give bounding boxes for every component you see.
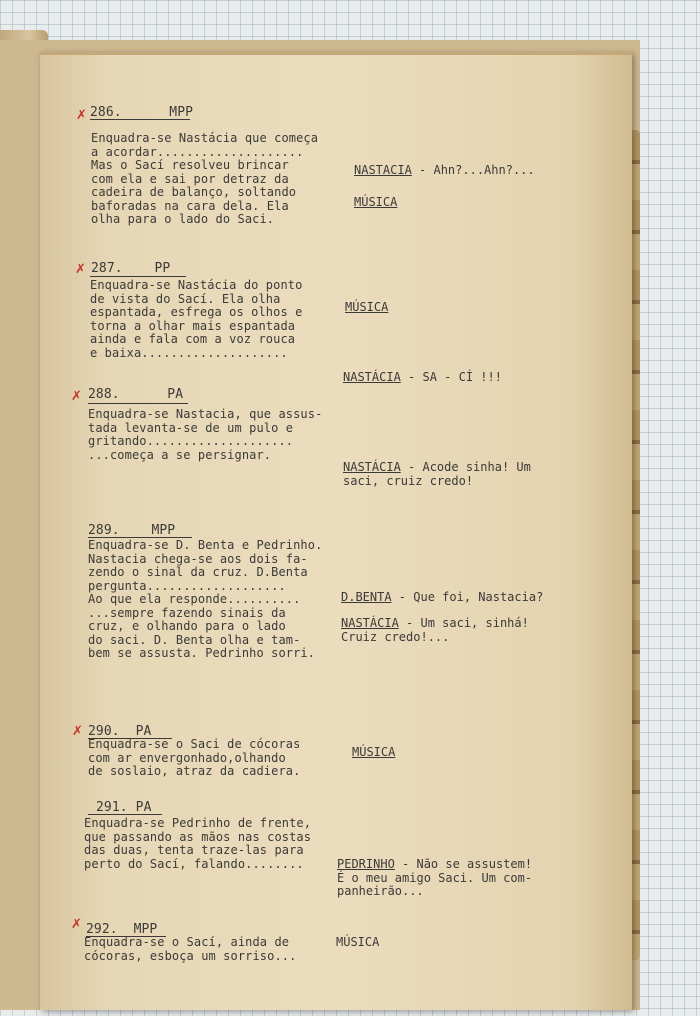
shot-type: MPP — [133, 922, 158, 937]
shot-type: PA — [167, 387, 184, 402]
shot-underline — [88, 814, 162, 815]
shot-number: 288. PA — [88, 387, 184, 402]
dialogue-cue: NASTÁCIA - Um saci, sinhá! Cruiz credo!... — [341, 616, 529, 644]
shot-type: PA — [135, 724, 152, 739]
shot-number: 292. MPP — [86, 922, 158, 937]
shot-description: Enquadra-se Pedrinho de frente, que passando as mãos nas costas das duas, tenta traze-las para perto do Sací, falando........ — [84, 816, 312, 871]
shot-description: Enquadra-se D. Benta e Pedrinho. Nastacia chega-se aos dois fa- zendo o sinal da cruz. D.Benta pergunta................... Ao que ela responde.......... ...sempre fazendo sinais da cruz, e olhando para o lado do saci. D. Benta olha e tam- bem se assusta. Pedrinho sorri. — [88, 538, 323, 660]
shot-type: MPP — [169, 105, 194, 120]
shot-underline — [90, 119, 190, 120]
shot-number: 289. MPP — [88, 523, 176, 538]
red-check-mark: ✗ — [76, 108, 87, 123]
shot-description: Enquadra-se Nastacia, que assus- tada levanta-se de um pulo e gritando.................... ...começa a se persignar. — [88, 407, 323, 462]
music-cue: MÚSICA — [352, 745, 396, 759]
dialogue-cue: PEDRINHO - Não se assustem! É o meu amigo Saci. Um com- panheirão... — [337, 857, 533, 898]
shot-type: PA — [135, 800, 152, 815]
shot-underline — [88, 403, 188, 404]
red-check-mark: ✗ — [71, 389, 82, 404]
shot-description: Enquadra-se Nastácia do ponto de vista do Sací. Ela olha espantada, esfrega os olhos e torna a olhar mais espantada ainda e fala com a voz rouca e baixa.................... — [90, 278, 303, 360]
red-check-mark: ✗ — [71, 917, 82, 932]
music-cue: MÚSICA — [345, 300, 389, 314]
dialogue-cue: NASTACIA - Ahn?...Ahn?... — [354, 163, 535, 177]
shot-description: Enquadra-se o Sací, ainda de cócoras, esboça um sorriso... — [84, 935, 297, 963]
shot-type: MPP — [151, 523, 176, 538]
shot-number: 291. PA — [96, 800, 152, 815]
music-cue: MÚSICA — [336, 935, 380, 949]
shot-number: 286. MPP — [90, 105, 194, 120]
shot-description: Enquadra-se Nastácia que começa a acordar.................... Mas o Sací resolveu brincar com ela e sai por detraz da cadeira de balanço, soltando baforadas na cara dela. Ela olha para o lado do Saci. — [91, 131, 319, 226]
dialogue-cue: D.BENTA - Que foi, Nastacia? — [341, 590, 544, 604]
dialogue-cue: NASTÁCIA - SA - CÍ !!! — [343, 370, 502, 384]
shot-description: Enquadra-se o Saci de cócoras com ar envergonhado,olhando de soslaio, atraz da cadiera. — [88, 737, 301, 778]
shot-type: PP — [154, 261, 171, 276]
dialogue-cue: NASTÁCIA - Acode sinha! Um saci, cruiz credo! — [343, 460, 531, 488]
music-cue: MÚSICA — [354, 195, 398, 209]
shot-underline — [90, 276, 186, 277]
shot-number: 290. PA — [88, 724, 152, 739]
shot-number: 287. PP — [91, 261, 171, 276]
red-check-mark: ✗ — [75, 262, 86, 277]
red-check-mark: ✗ — [72, 724, 83, 739]
